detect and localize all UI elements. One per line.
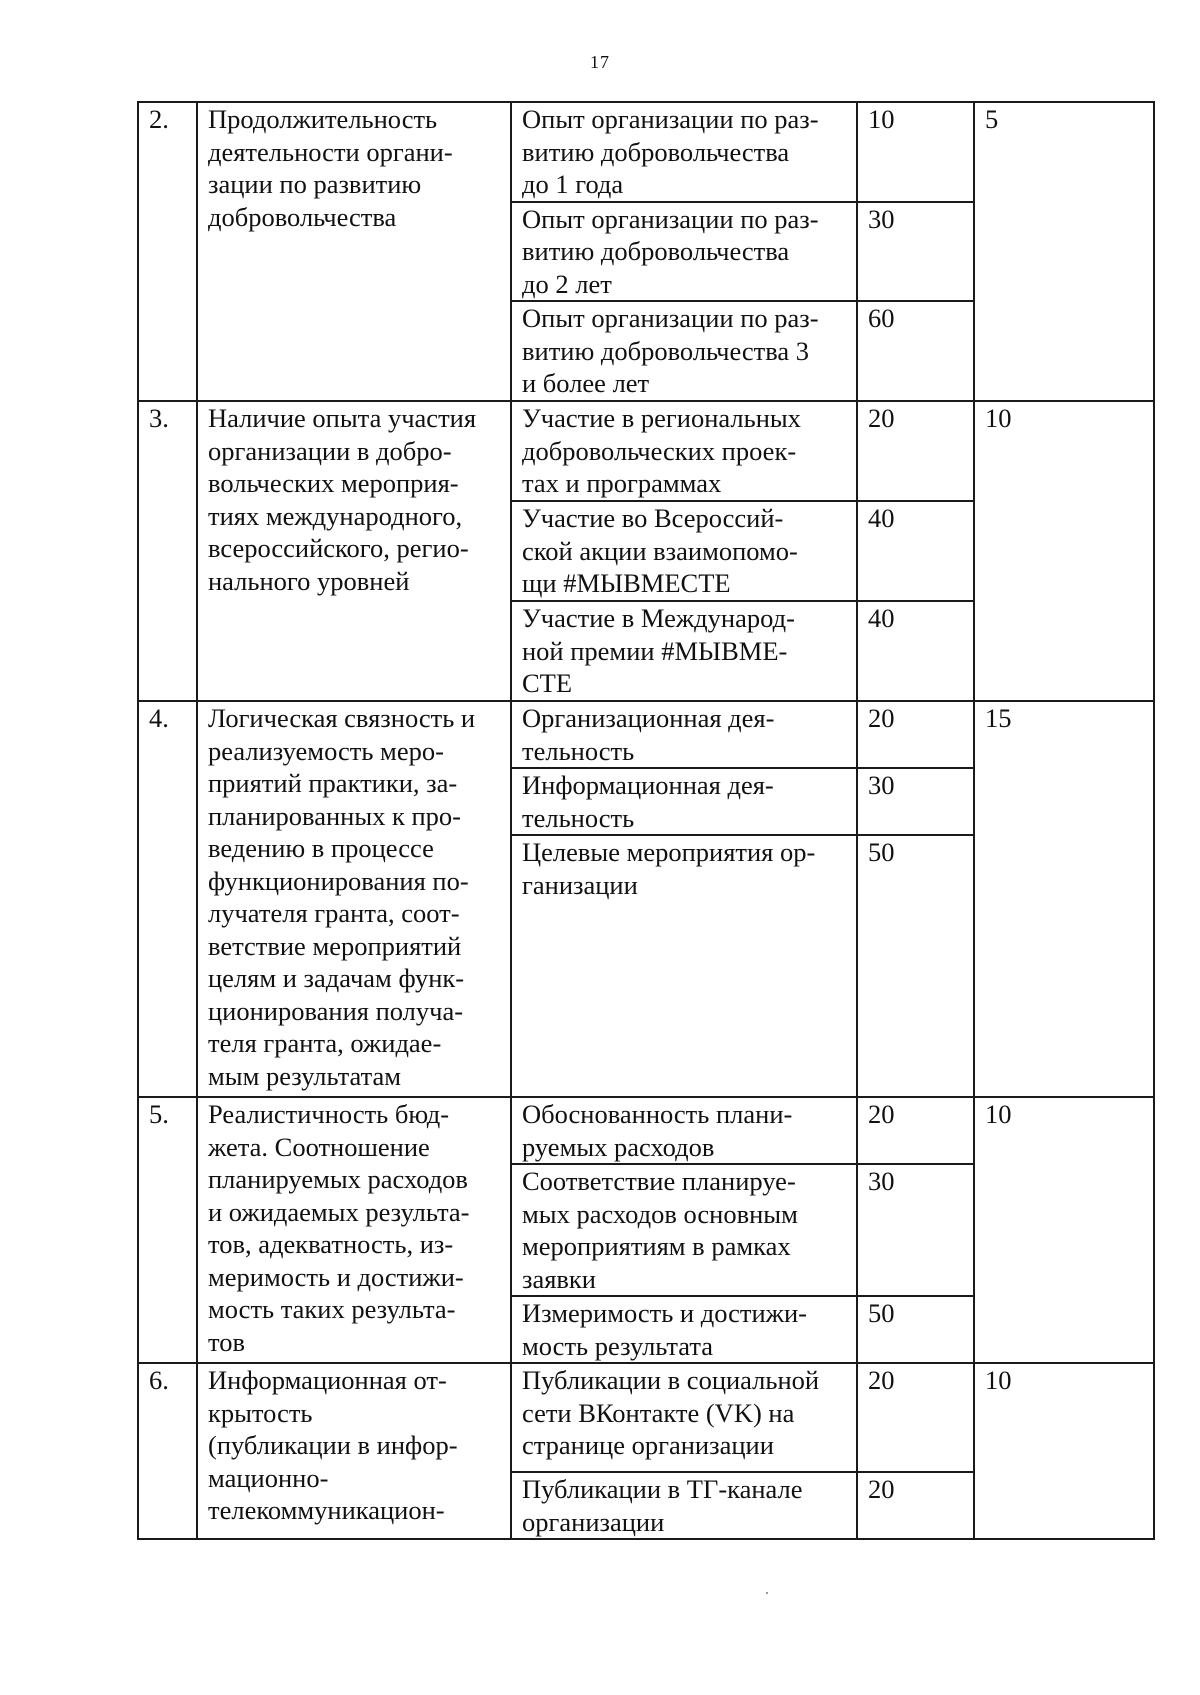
indicator-text: Участие в региональных добровольческих проек- тах и программах <box>511 401 857 501</box>
criterion-weight: 10 <box>974 1363 1154 1539</box>
indicator-points: 10 <box>857 102 974 202</box>
indicator-text: Участие во Всероссий- ской акции взаимопомо- щи #МЫВМЕСТЕ <box>511 501 857 601</box>
indicator-points: 40 <box>857 501 974 601</box>
indicator-points: 50 <box>857 835 974 1097</box>
indicator-text: Измеримость и достижи- мость результата <box>511 1296 857 1363</box>
criterion-number: 2. <box>138 102 197 401</box>
criterion-name: Логическая связность и реализуемость меро- приятий практики, за- планированных к про- ведению в процессе функционирования по- лучателя гранта, соот- ветствие мероприятий целям и задачам функ- ционирования получа- теля гранта, ожидае- мым результатам <box>197 701 511 1097</box>
criterion-name: Продолжительность деятельности органи- зации по развитию добровольчества <box>197 102 511 401</box>
criterion-number: 4. <box>138 701 197 1097</box>
indicator-points: 20 <box>857 701 974 768</box>
indicator-points: 40 <box>857 601 974 701</box>
criterion-row <box>138 1363 1154 1472</box>
indicator-points: 30 <box>857 202 974 302</box>
indicator-text: Информационная дея- тельность <box>511 768 857 835</box>
indicator-text: Целевые мероприятия ор- ганизации <box>511 835 857 1097</box>
indicator-text: Опыт организации по раз- витию добровольчества 3 и более лет <box>511 301 857 401</box>
criterion-number: 6. <box>138 1363 197 1539</box>
criterion-row <box>138 401 1154 501</box>
criterion-row <box>138 701 1154 768</box>
indicator-text: Публикации в ТГ-канале организации <box>511 1472 857 1539</box>
indicator-text: Опыт организации по раз- витию добровольчества до 2 лет <box>511 202 857 302</box>
criterion-name: Реалистичность бюд- жета. Соотношение планируемых расходов и ожидаемых результа- тов, адекватность, из- меримость и достижи- мость таких результа- тов <box>197 1097 511 1363</box>
criterion-weight: 10 <box>974 1097 1154 1363</box>
evaluation-criteria-table <box>137 101 1155 1540</box>
criterion-name: Информационная от- крытость (публикации в инфор- мационно- телекоммуникацион- <box>197 1363 511 1539</box>
indicator-points: 20 <box>857 1472 974 1539</box>
criterion-number: 5. <box>138 1097 197 1363</box>
page-number: 17 <box>590 52 610 72</box>
criterion-number: 3. <box>138 401 197 701</box>
indicator-points: 20 <box>857 1363 974 1472</box>
indicator-text: Организационная дея- тельность <box>511 701 857 768</box>
indicator-points: 50 <box>857 1296 974 1363</box>
indicator-text: Публикации в социальной сети ВКонтакте (VK) на странице организации <box>511 1363 857 1472</box>
indicator-text: Обоснованность плани- руемых расходов <box>511 1097 857 1164</box>
criterion-row <box>138 1097 1154 1164</box>
indicator-points: 60 <box>857 301 974 401</box>
criterion-weight: 15 <box>974 701 1154 1097</box>
scan-speck <box>766 1592 768 1594</box>
indicator-points: 30 <box>857 768 974 835</box>
indicator-text: Опыт организации по раз- витию добровольчества до 1 года <box>511 102 857 202</box>
criterion-weight: 5 <box>974 102 1154 401</box>
indicator-points: 20 <box>857 401 974 501</box>
criterion-weight: 10 <box>974 401 1154 701</box>
indicator-points: 20 <box>857 1097 974 1164</box>
criterion-row <box>138 102 1154 202</box>
criterion-name: Наличие опыта участия организации в добро- вольческих мероприя- тиях международного, всероссийского, регио- нального уровней <box>197 401 511 701</box>
indicator-text: Соответствие планируе- мых расходов основным мероприятиям в рамках заявки <box>511 1164 857 1296</box>
indicator-points: 30 <box>857 1164 974 1296</box>
indicator-text: Участие в Международ- ной премии #МЫВМЕ- СТЕ <box>511 601 857 701</box>
